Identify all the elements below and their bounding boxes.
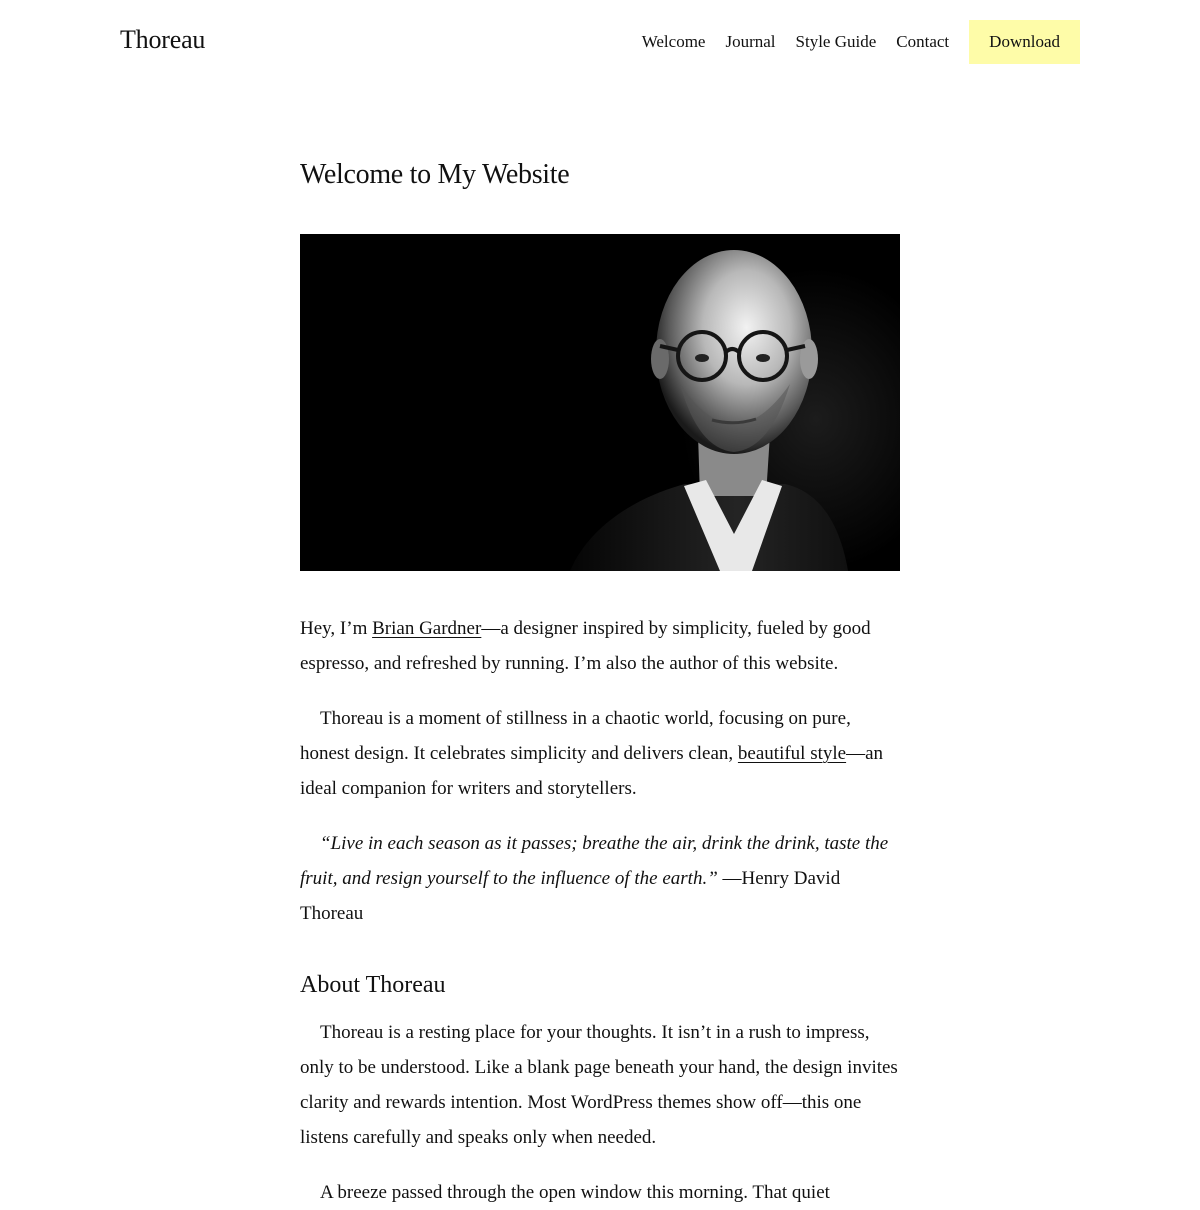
download-button[interactable]: Download: [969, 20, 1080, 64]
theme-description-paragraph: [300, 701, 900, 806]
about-paragraph: Thoreau is a resting place for your thoughts. It isn’t in a rush to impress, only to be understood. Like a blank page beneath your hand, the design invites clarity and rewards intention. Most WordPress themes show off—this one listens carefully and speaks only when needed.: [300, 1022, 898, 1148]
theme-text-end: —an ideal companion for writers and storytellers.: [300, 743, 884, 799]
hero-portrait-image: [300, 234, 900, 571]
site-header: [0, 0, 1200, 84]
main-navigation: [642, 20, 1080, 64]
nav-item-welcome[interactable]: Welcome: [641, 32, 706, 51]
main-content: [300, 150, 900, 1210]
quote-attribution: —Henry David Thoreau: [300, 868, 841, 924]
intro-paragraph: [300, 611, 900, 681]
page-title: Welcome to My Website: [300, 159, 570, 190]
theme-text-start: Thoreau is a moment of stillness in a chaotic world, focusing on pure, honest design. It celebrates simplicity and delivers clean,: [300, 708, 851, 764]
portrait-illustration: [300, 234, 900, 571]
author-link[interactable]: Brian Gardner: [372, 618, 482, 639]
nav-item-style-guide[interactable]: Style Guide: [795, 32, 877, 51]
intro-text-start: Hey, I’m: [300, 618, 373, 639]
site-title-link[interactable]: Thoreau: [120, 25, 206, 54]
thoreau-quote: [300, 826, 900, 931]
quote-text: “Live in each season as it passes; breathe the air, drink the drink, taste the fruit, and resign yourself to the influence of the earth.”: [300, 833, 889, 889]
nav-item-journal[interactable]: Journal: [725, 32, 776, 51]
section-heading-about: About Thoreau: [300, 972, 446, 998]
nav-item-contact[interactable]: Contact: [896, 32, 950, 51]
beautiful-style-link[interactable]: beautiful style: [737, 743, 847, 764]
intro-text-end: —a designer inspired by simplicity, fueled by good espresso, and refreshed by running. I’m also the author of this website.: [300, 618, 871, 674]
breeze-paragraph: A breeze passed through the open window this morning. That quiet: [320, 1182, 830, 1203]
